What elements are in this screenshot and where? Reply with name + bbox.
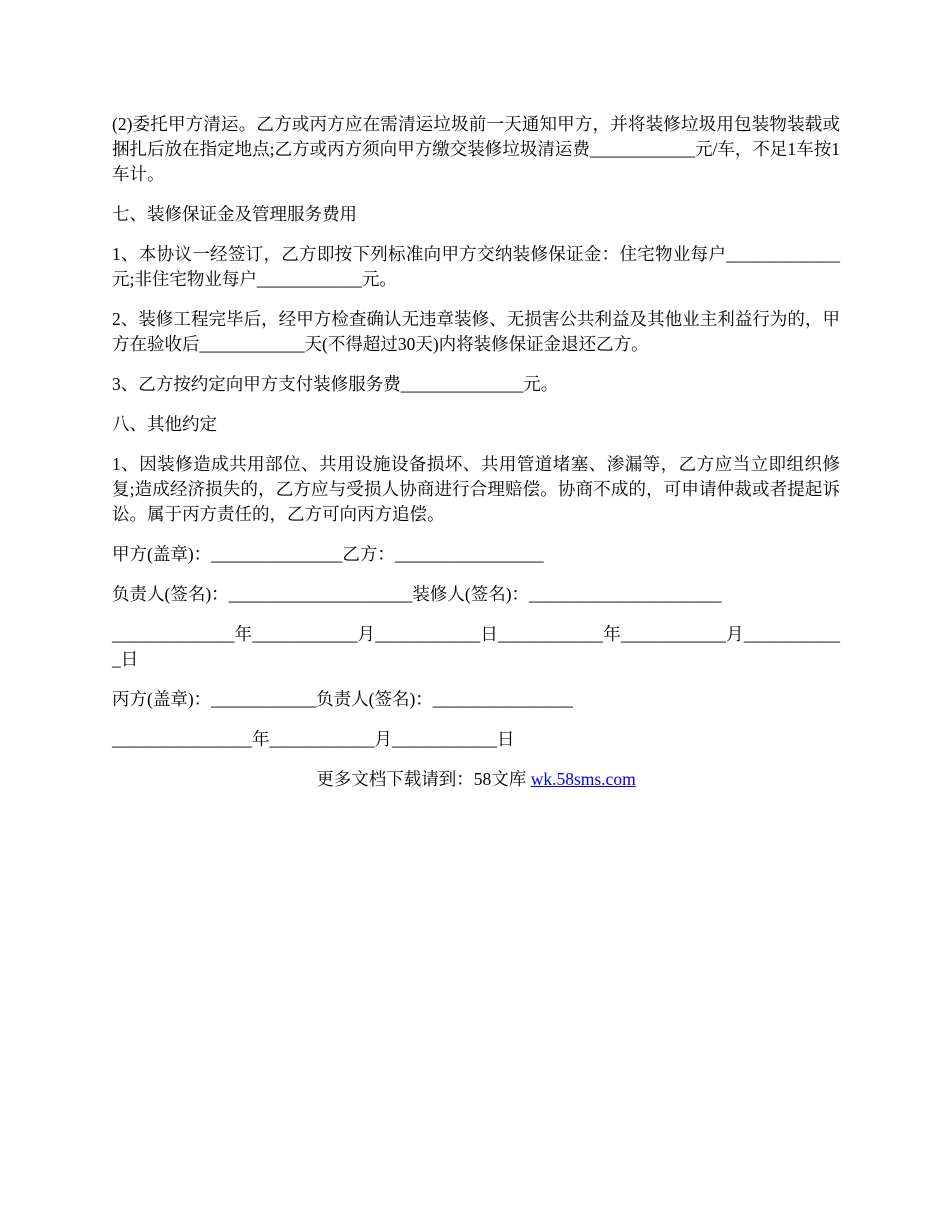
signature-party-a-b: 甲方(盖章)：_______________乙方：_________________ xyxy=(112,544,544,564)
paragraph-7-1: 1、本协议一经签订，乙方即按下列标准向甲方交纳装修保证金：住宅物业每户_____________元;非住宅物业每户____________元。 xyxy=(112,244,840,289)
paragraph-7-3: 3、乙方按约定向甲方支付装修服务费______________元。 xyxy=(112,374,559,394)
signature-responsible-decorator: 负责人(签名)：_____________________装修人(签名)：______________________ xyxy=(112,584,722,604)
paragraph-entrust-cleanup: (2)委托甲方清运。乙方或丙方应在需清运垃圾前一天通知甲方，并将装修垃圾用包装物装载或捆扎后放在指定地点;乙方或丙方须向甲方缴交装修垃圾清运费____________元/车，不足1车按1车计。 xyxy=(112,114,840,184)
footer-download-note xyxy=(112,767,840,792)
section-heading-8: 八、其他约定 xyxy=(112,414,217,434)
signature-date-c: ________________年____________月____________日 xyxy=(112,729,515,749)
footer-link[interactable]: wk.58sms.com xyxy=(530,769,636,789)
paragraph-8-1: 1、因装修造成共用部位、共用设施设备损坏、共用管道堵塞、渗漏等，乙方应当立即组织修复;造成经济损失的，乙方应与受损人协商进行合理赔偿。协商不成的，可申请仲裁或者提起诉讼。属于丙方责任的，乙方可向丙方追偿。 xyxy=(112,454,840,524)
paragraph-7-2: 2、装修工程完毕后，经甲方检查确认无违章装修、无损害公共利益及其他业主利益行为的，甲方在验收后____________天(不得超过30天)内将装修保证金退还乙方。 xyxy=(112,309,840,354)
footer-prefix: 更多文档下载请到：58文库 xyxy=(316,769,531,789)
document-page xyxy=(112,112,840,810)
section-heading-7: 七、装修保证金及管理服务费用 xyxy=(112,204,357,224)
signature-dates-a-b: ______________年____________月____________日____________年____________月____________日 xyxy=(112,624,840,669)
signature-party-c: 丙方(盖章)：____________负责人(签名)：________________ xyxy=(112,689,573,709)
